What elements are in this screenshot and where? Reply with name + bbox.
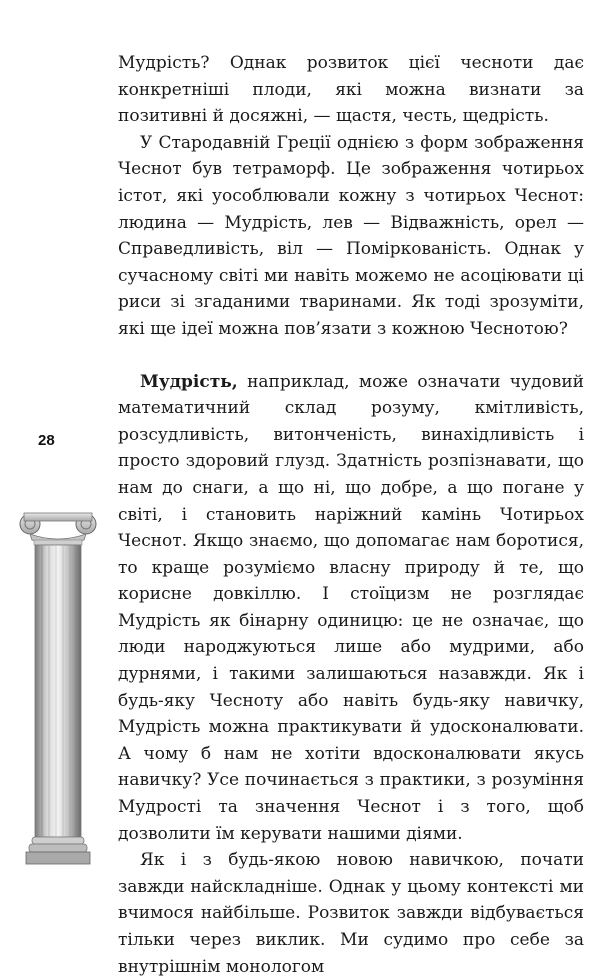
page-number: 28 (38, 432, 55, 449)
body-text (118, 50, 584, 980)
ionic-column-icon (18, 510, 98, 870)
paragraph-2: У Стародавній Греції однією з форм зображення Чеснот був тетраморф. Це зображення чотирьох істот, які уособлювали кожну з чотирьох Чеснот: людина — Мудрість, лев — Відважність, орел — Справедливість, віл — Поміркованість. Однак у сучасному світі ми навіть можемо не асоціювати ці риси зі згаданими тваринами. Як тоді зрозуміти, які ще ідеї можна пов’язати з кожною Чеснотою? (118, 132, 584, 339)
paragraph-3-lead: Мудрість, (140, 371, 238, 392)
column-illustration (18, 510, 98, 870)
paragraph-3 (118, 369, 584, 848)
paragraph-1: Мудрість? Однак розвиток цієї чесноти дає конкретніші плоди, які можна визнати за позитивні й досяжні, — щастя, честь, щедрість. (118, 53, 584, 127)
paragraph-3-body: наприклад, може означати чудовий математичний склад розуму, кмітливість, розсудливість, витонченість, винахідливість і просто здоровий глузд. Здатність розпізнавати, що нам до снаги, а що ні, що добре, а що погане у світі, і становить наріжний камінь Чотирьох Чеснот. Якщо знаємо, що допомагає нам боротися, то краще розуміємо власну природу й те, що корисне довкіллю. І стоїцизм не розглядає Мудрість як бінарну одиницю: це не означає, що люди народжуються лише або мудрими, або дурнями, і такими залишаються назавжди. Як і будь-яку Чесноту або навіть будь-яку навичку, Мудрість можна практикувати й удосконалювати. А чому б нам не хотіти вдосконалювати якусь навичку? Усе починається з практики, з розуміння Мудрості та значення Чеснот і з того, щоб дозволити їм керувати нашими діями. (118, 371, 584, 844)
paragraph-4: Як і з будь-якою новою навичкою, почати завжди найскладніше. Однак у цьому контексті ми вчимося найбільше. Розвиток завжди відбувається тільки через виклик. Ми судимо про себе за внутрішнім монологом (118, 850, 584, 977)
